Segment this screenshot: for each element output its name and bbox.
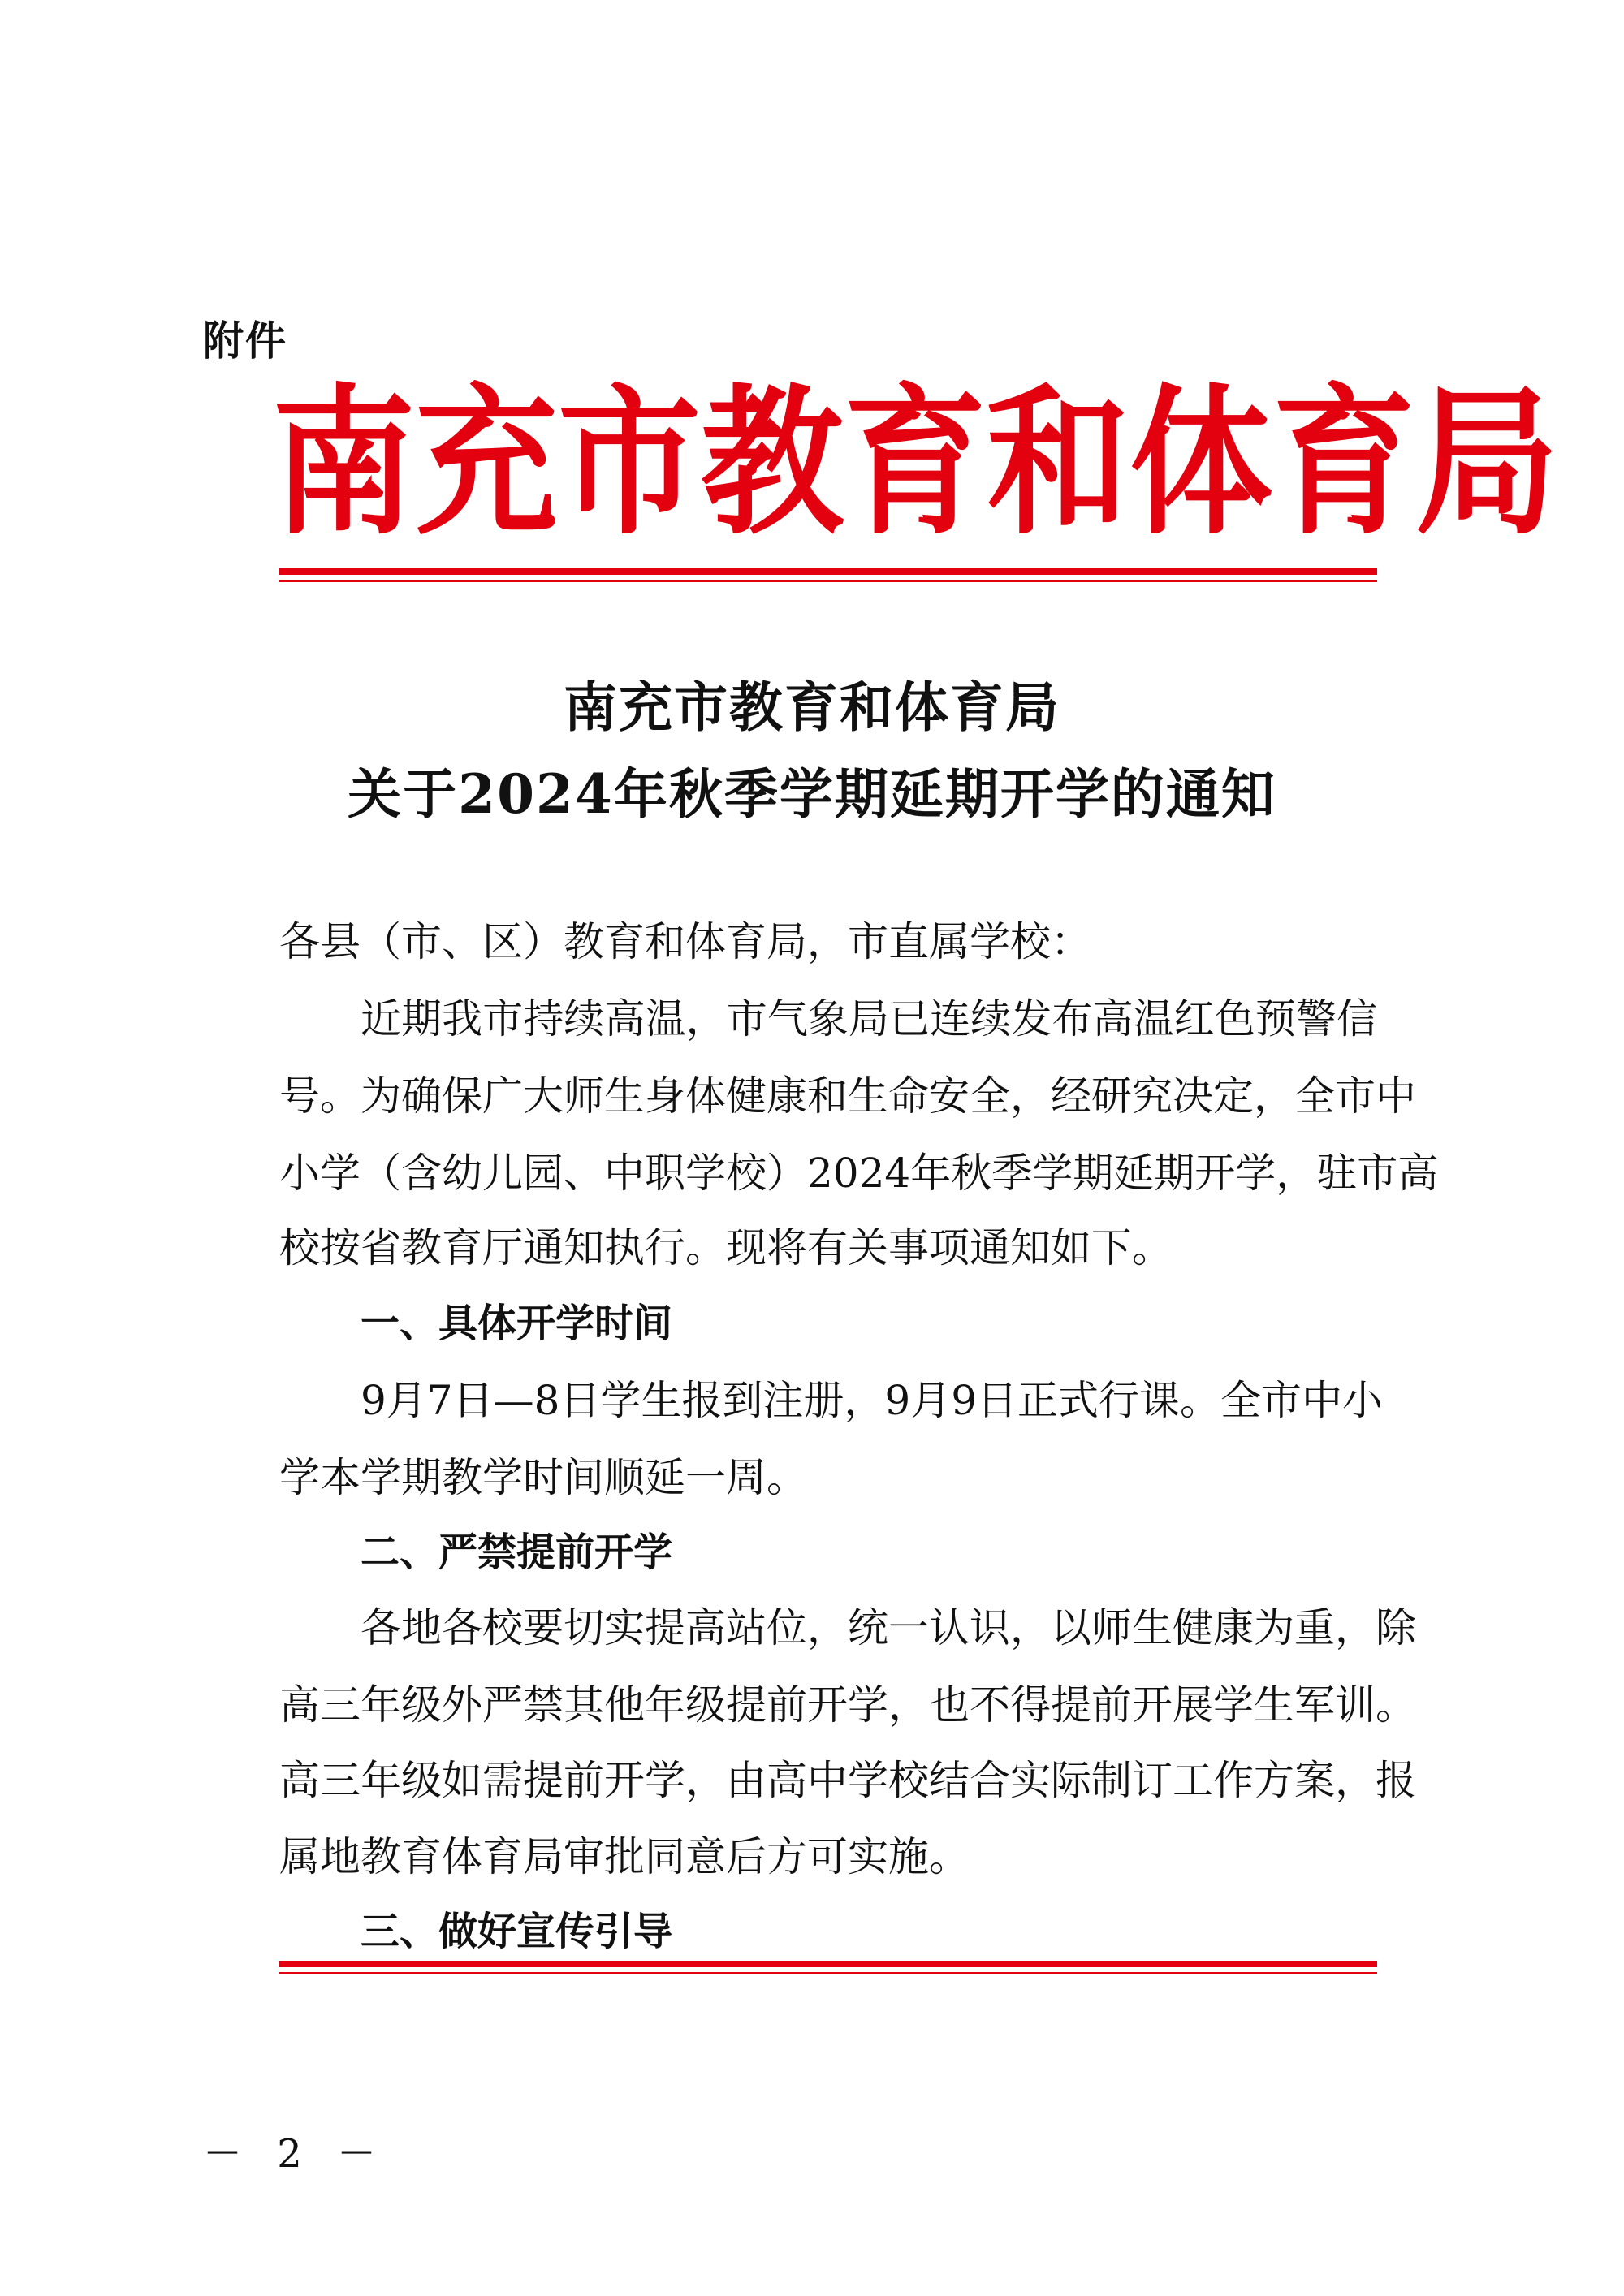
masthead-char: 市: [558, 368, 702, 557]
masthead-char: 南: [272, 368, 416, 557]
section-2-line: 高三年级外严禁其他年级提前开学，也不得提前开展学生军训。: [279, 1681, 1416, 1728]
document-title-line-1: 南充市教育和体育局: [564, 675, 1060, 739]
masthead-char: 充: [415, 368, 559, 557]
section-1-line: 9月7日—8日学生报到注册，9月9日正式行课。全市中小: [361, 1377, 1384, 1424]
masthead-char: 教: [701, 368, 844, 557]
section-2-line: 各地各校要切实提高站位，统一认识，以师生健康为重，除: [361, 1604, 1416, 1651]
section-heading-3: 三、做好宣传引导: [361, 1909, 673, 1954]
section-1-line: 学本学期教学时间顺延一周。: [279, 1454, 807, 1501]
intro-line: 校按省教育厅通知执行。现将有关事项通知如下。: [279, 1224, 1173, 1271]
attachment-label: 附件: [203, 317, 287, 365]
document-title-line-2: 关于2024年秋季学期延期开学的通知: [348, 762, 1276, 826]
salutation: 各县（市、区）教育和体育局，市直属学校：: [279, 918, 1091, 965]
masthead-char: 育: [1272, 368, 1416, 557]
footer-divider: [279, 1961, 1377, 1974]
masthead-divider: [279, 568, 1377, 582]
section-2-line: 属地教育体育局审批同意后方可实施。: [279, 1833, 970, 1880]
masthead-char: 局: [1415, 368, 1559, 557]
masthead-char: 体: [1129, 368, 1273, 557]
intro-line: 号。为确保广大师生身体健康和生命安全，经研究决定，全市中: [279, 1072, 1416, 1120]
intro-line: 小学（含幼儿园、中职学校）2024年秋季学期延期开学，驻市高: [279, 1150, 1439, 1197]
section-heading-1: 一、具体开学时间: [361, 1301, 673, 1346]
section-2-line: 高三年级如需提前开学，由高中学校结合实际制订工作方案，报: [279, 1757, 1416, 1804]
section-heading-2: 二、严禁提前开学: [361, 1530, 673, 1575]
intro-line: 近期我市持续高温，市气象局已连续发布高温红色预警信: [361, 995, 1377, 1042]
masthead-char: 育: [844, 368, 987, 557]
masthead-char: 和: [987, 368, 1130, 557]
issuing-authority-masthead: [272, 368, 1559, 557]
page-number: － 2 －: [203, 2131, 388, 2177]
